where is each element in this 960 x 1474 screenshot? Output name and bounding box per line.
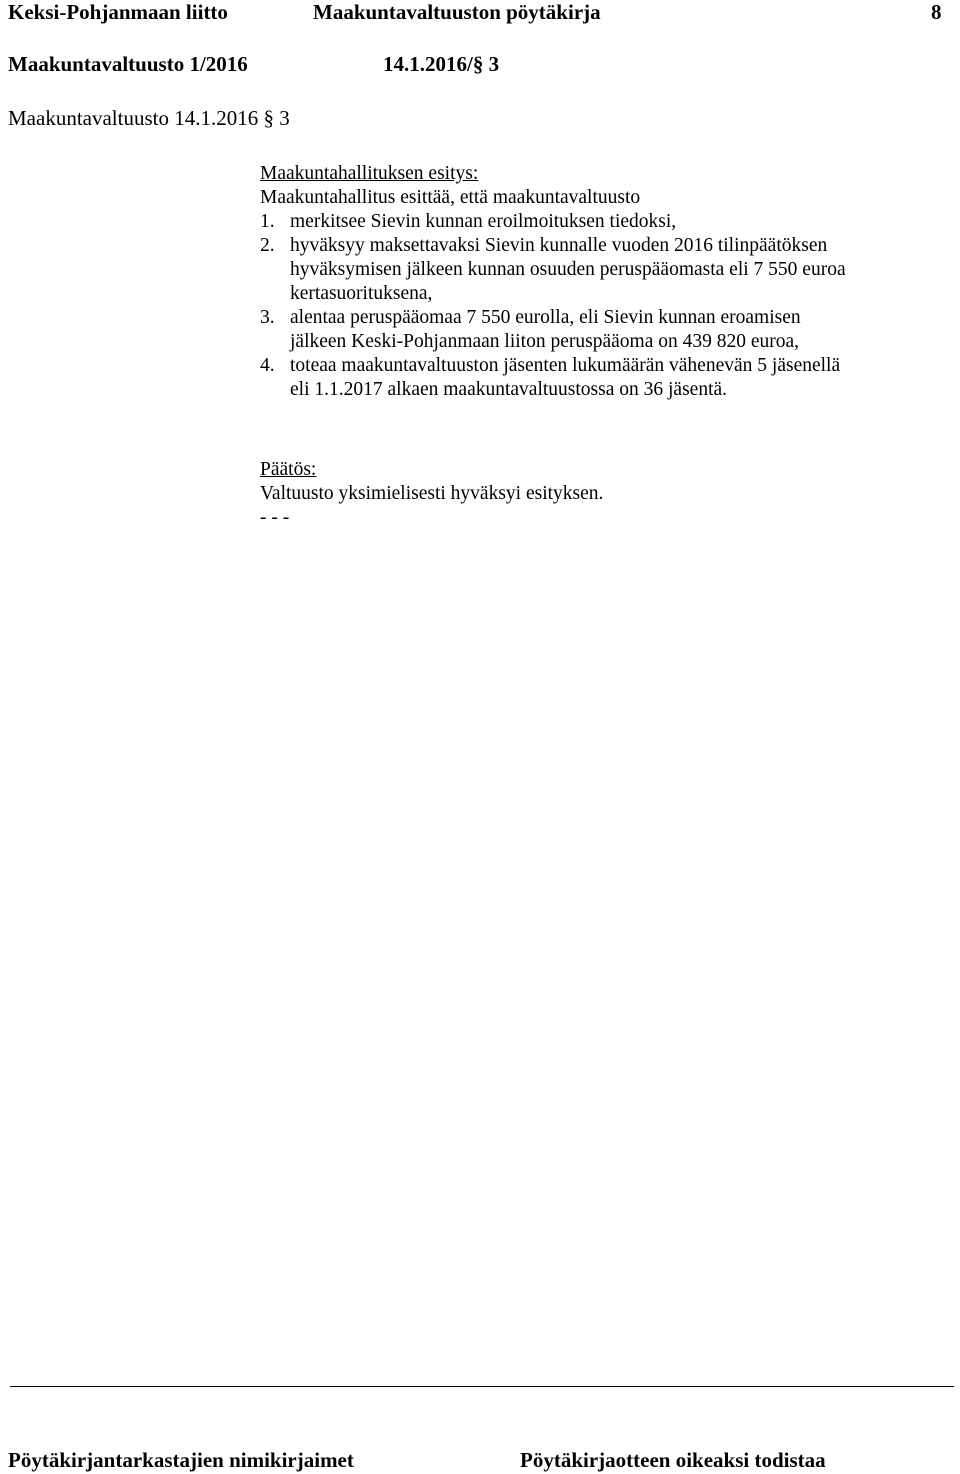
decision-heading: Päätös:: [260, 459, 317, 480]
decision-separator: - - -: [260, 507, 290, 528]
list-item-number: 3.: [260, 307, 275, 328]
list-item-number: 1.: [260, 211, 275, 232]
list-item: [260, 306, 846, 354]
proposal-section: [260, 162, 846, 402]
footer-initials-label: Pöytäkirjantarkastajien nimikirjaimet: [8, 1448, 354, 1472]
list-item-number: 4.: [260, 355, 275, 376]
meeting-label: Maakuntavaltuusto 1/2016: [8, 52, 248, 76]
decision-section: [260, 458, 603, 530]
list-item: [260, 210, 846, 234]
list-item-text: hyväksymisen jälkeen kunnan osuuden peruspääomasta eli 7 550 euroa: [290, 259, 846, 280]
list-item: [260, 354, 846, 402]
list-item-text: hyväksyy maksettavaksi Sievin kunnalle vuoden 2016 tilinpäätöksen: [290, 235, 828, 256]
footer-divider: [10, 1386, 954, 1387]
document-title: Maakuntavaltuuston pöytäkirja: [313, 0, 601, 24]
proposal-heading: Maakuntahallituksen esitys:: [260, 163, 479, 184]
list-item-text: kertasuorituksena,: [290, 283, 433, 304]
proposal-intro: Maakuntahallitus esittää, että maakuntavaltuusto: [260, 187, 641, 208]
list-item-number: 2.: [260, 235, 275, 256]
footer-certification-label: Pöytäkirjaotteen oikeaksi todistaa: [520, 1448, 826, 1472]
list-item: [260, 234, 846, 306]
date-section: 14.1.2016/§ 3: [383, 52, 500, 76]
organization-name: Keksi-Pohjanmaan liitto: [8, 0, 228, 24]
list-item-text: alentaa peruspääomaa 7 550 eurolla, eli Sievin kunnan eroamisen: [290, 307, 801, 328]
page-number: 8: [931, 0, 942, 24]
list-item-text: jälkeen Keski-Pohjanmaan liiton peruspääoma on 439 820 euroa,: [290, 331, 800, 352]
list-item-text: toteaa maakuntavaltuuston jäsenten lukumäärän vähenevän 5 jäsenellä: [290, 355, 841, 376]
list-item-text: eli 1.1.2017 alkaen maakuntavaltuustossa on 36 jäsentä.: [290, 379, 728, 400]
section-reference: Maakuntavaltuusto 14.1.2016 § 3: [8, 106, 290, 130]
decision-text: Valtuusto yksimielisesti hyväksyi esityksen.: [260, 483, 604, 504]
list-item-text: merkitsee Sievin kunnan eroilmoituksen tiedoksi,: [290, 211, 677, 232]
